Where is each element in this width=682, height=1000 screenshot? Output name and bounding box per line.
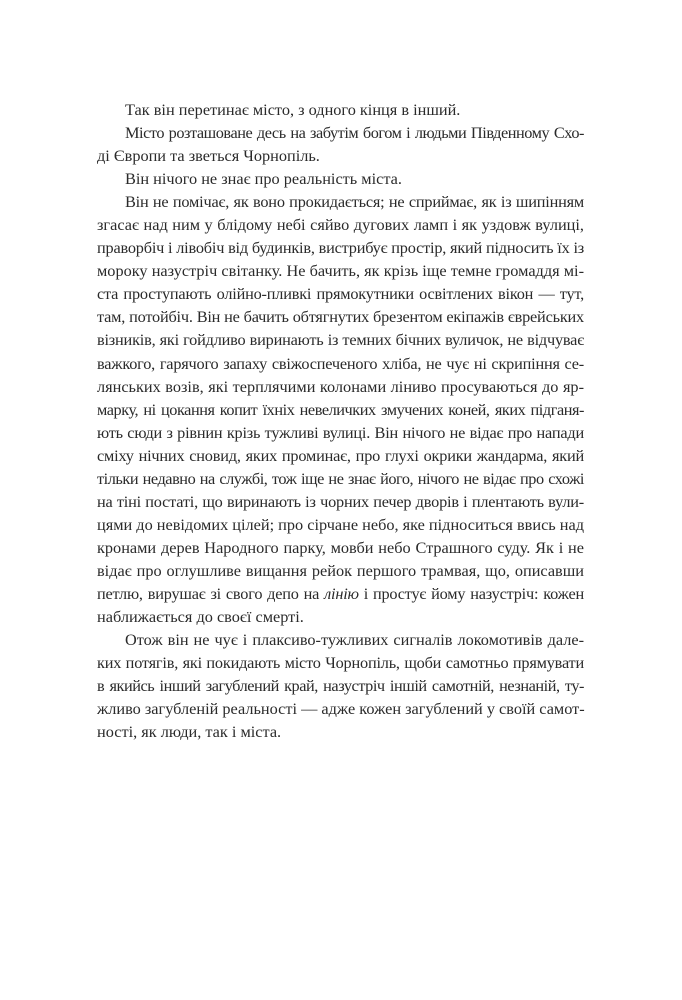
line-text: ності, як люди, так і міста. [97,722,282,742]
line-text: Отож він не чує і плаксиво-тужливих сигналів локомотивів дале- [125,630,584,650]
text-line [97,628,584,651]
line-text: ді Європи та зветься Чорнопіль. [97,146,320,166]
text-line [97,282,584,305]
line-text: візників, які гойдливо виринають із темних бічних вуличок, не відчуває [97,330,584,350]
text-line [97,352,584,375]
text-line [97,213,584,236]
line-text: петлю, вирушає зі свого депо на [97,583,325,603]
line-text: мороку назустріч світанку. Не бачить, як крізь іще темне громаддя мі- [97,261,584,281]
text-line [97,697,584,720]
line-text: в якийсь інший загублений край, назустріч іншій самотній, незнаній, ту- [97,676,584,696]
italic-word: лінію [324,583,359,603]
line-text: важкого, гарячого запаху свіжоспеченого хліба, не чує ні скрипіння се- [97,353,584,373]
text-line [97,236,584,259]
text-line [97,467,584,490]
text-line [97,421,584,444]
text-line [97,651,584,674]
text-line [97,167,584,190]
line-text: Він не помічає, як воно прокидається; не сприймає, як із шипінням [125,192,584,212]
line-text: цями до невідомих цілей; про сірчане небо, яке підноситься ввись над [97,514,585,534]
line-text: згасає над ним у блідому небі сяйво дугових ламп і як уздовж вулиці, [97,215,584,235]
line-text: ких потягів, які покидають місто Чорнопіль, щоби самотньо прямувати [97,653,584,673]
text-line [97,513,584,536]
text-line [97,190,584,213]
line-text: ють сюди з рівнин крізь тужливі вулиці. Він нічого не відає про напади [97,422,584,442]
text-line [97,720,584,743]
line-text: на тіні постаті, що виринають із чорних печер дворів і плентають вули- [97,491,584,511]
line-text: сміху нічних сновид, яких проминає, про глухі окрики жандарма, який [97,445,584,465]
text-line [97,144,584,167]
line-text: марку, ні цокання копит їхніх невеличких змучених коней, яких підганя- [97,399,584,419]
line-text: кронами дерев Народного парку, мовби небо Страшного суду. Як і не [97,537,584,557]
text-line [97,674,584,697]
line-text: наближається до своєї смерті. [97,607,304,627]
text-line [97,490,584,513]
text-line [97,121,584,144]
line-text: жливо загубленій реальності — адже кожен загублений у своїй самот- [97,699,585,719]
text-line [97,444,584,467]
line-text: Він нічого не знає про реальність міста. [125,169,402,189]
text-line [97,605,584,628]
line-text: ста проступають олійно-пливкі прямокутники освітлених вікон — тут, [97,284,584,304]
line-text: лянських возів, які терплячими колонами ліниво просуваються до яр- [97,376,584,396]
text-line [97,328,584,351]
text-line [97,536,584,559]
line-text: там, потойбіч. Він не бачить обтягнутих брезентом екіпажів єврейських [97,307,584,327]
text-line [97,398,584,421]
text-line [97,259,584,282]
text-line [97,375,584,398]
line-text: Так він перетинає місто, з одного кінця в інший. [125,100,461,119]
line-text: і простує йому назустріч: кожен [358,583,584,603]
text-line [97,98,584,121]
text-line [97,582,584,605]
text-line [97,559,584,582]
line-text: Місто розташоване десь на забутім богом і людьми Південному Схо- [125,123,584,143]
book-page-text [97,98,584,743]
line-text: відає про оглушливе вищання рейок першого трамвая, що, описавши [97,560,584,580]
line-text: тільки недавно на службі, тож іще не знає його, нічого не відає про схожі [97,468,584,488]
text-line [97,305,584,328]
line-text: праворбіч і лівобіч від будинків, вистрибує простір, який підносить їх із [97,238,584,258]
